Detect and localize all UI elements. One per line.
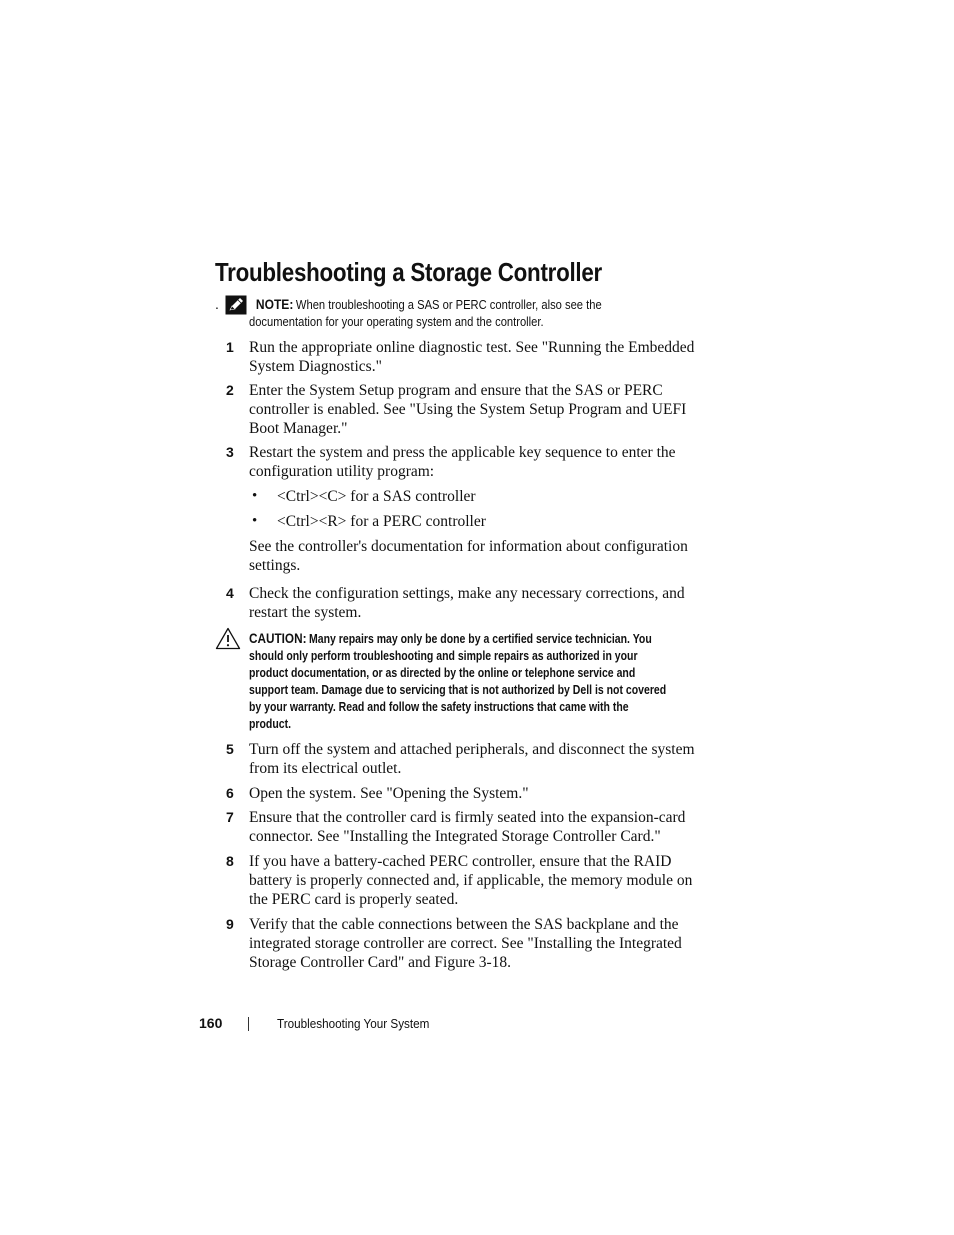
step-line: Turn off the system and attached peripherals, and disconnect the system (249, 741, 695, 758)
step-text (249, 584, 719, 622)
step-line: Enter the System Setup program and ensure that the SAS or PERC (249, 382, 663, 399)
note-line: documentation for your operating system and the controller. (249, 314, 544, 329)
step-number: 8 (226, 853, 234, 869)
step-line: settings. (249, 557, 301, 574)
caution-line: Many repairs may only be done by a certified service technician. You (309, 632, 652, 646)
caution-line: should only perform troubleshooting and simple repairs as authorized in your (249, 649, 638, 663)
note-marker: . (215, 296, 219, 312)
step-line: Open the system. See "Opening the System." (249, 785, 529, 802)
step-line: Check the configuration settings, make any necessary corrections, and (249, 585, 685, 602)
step-text (249, 338, 719, 376)
note-label: NOTE: (255, 296, 294, 312)
step-number: 3 (226, 444, 234, 460)
step-line: Restart the system and press the applicable key sequence to enter the (249, 444, 676, 461)
step-line: restart the system. (249, 604, 362, 621)
step-number: 7 (226, 809, 234, 825)
caution-line: product. (249, 717, 291, 731)
step-line: System Diagnostics." (249, 358, 382, 375)
step-line: Storage Controller Card" and Figure 3-18. (249, 954, 512, 971)
step-text (249, 784, 719, 803)
step-line: Run the appropriate online diagnostic test. See "Running the Embedded (249, 339, 695, 356)
bullet-marker: • (252, 513, 258, 529)
step-line: battery is properly connected and, if applicable, the memory module on (249, 872, 693, 889)
step-number: 1 (226, 339, 234, 355)
step-text (249, 915, 719, 972)
step-line: the PERC card is properly seated. (249, 891, 459, 908)
page-title: Troubleshooting a Storage Controller (215, 257, 603, 287)
note-line: When troubleshooting a SAS or PERC controller, also see the (295, 297, 602, 312)
step-line: connector. See "Installing the Integrated Storage Controller Card." (249, 828, 661, 845)
step-line: from its electrical outlet. (249, 760, 402, 777)
caution-block (249, 630, 729, 733)
step-number: 6 (226, 785, 234, 801)
footer-divider (248, 1017, 249, 1031)
note-block (249, 296, 719, 330)
step-line: If you have a battery-cached PERC controller, ensure that the RAID (249, 853, 672, 870)
step-line: Verify that the cable connections between the SAS backplane and the (249, 916, 679, 933)
step-number: 5 (226, 741, 234, 757)
step-text (249, 443, 719, 481)
pencil-note-icon (225, 295, 247, 315)
page-number: 160 (199, 1015, 223, 1031)
bullet-item: <Ctrl><C> for a SAS controller (277, 488, 476, 505)
bullet-marker: • (252, 488, 258, 504)
step-line: See the controller's documentation for information about configuration (249, 538, 688, 555)
step-line: configuration utility program: (249, 463, 435, 480)
caution-line: by your warranty. Read and follow the safety instructions that came with the (249, 700, 629, 714)
step-line: integrated storage controller are correct. See "Installing the Integrated (249, 935, 682, 952)
step-number: 2 (226, 382, 234, 398)
step-text (249, 740, 719, 778)
step-number: 9 (226, 916, 234, 932)
step-text (249, 381, 719, 438)
caution-line: product documentation, or as directed by the online or telephone service and (249, 666, 636, 680)
step-line: Ensure that the controller card is firmly seated into the expansion-card (249, 809, 686, 826)
footer-section-title: Troubleshooting Your System (277, 1016, 430, 1031)
warning-triangle-icon (215, 627, 241, 650)
step-paragraph (249, 537, 719, 575)
caution-line: support team. Damage due to servicing that is not authorized by Dell is not covered (249, 683, 667, 697)
step-line: controller is enabled. See "Using the System Setup Program and UEFI (249, 401, 687, 418)
step-number: 4 (226, 585, 234, 601)
caution-label: CAUTION: (249, 630, 307, 646)
step-text (249, 852, 719, 909)
bullet-item: <Ctrl><R> for a PERC controller (277, 513, 486, 530)
step-line: Boot Manager." (249, 420, 348, 437)
step-text (249, 808, 719, 846)
